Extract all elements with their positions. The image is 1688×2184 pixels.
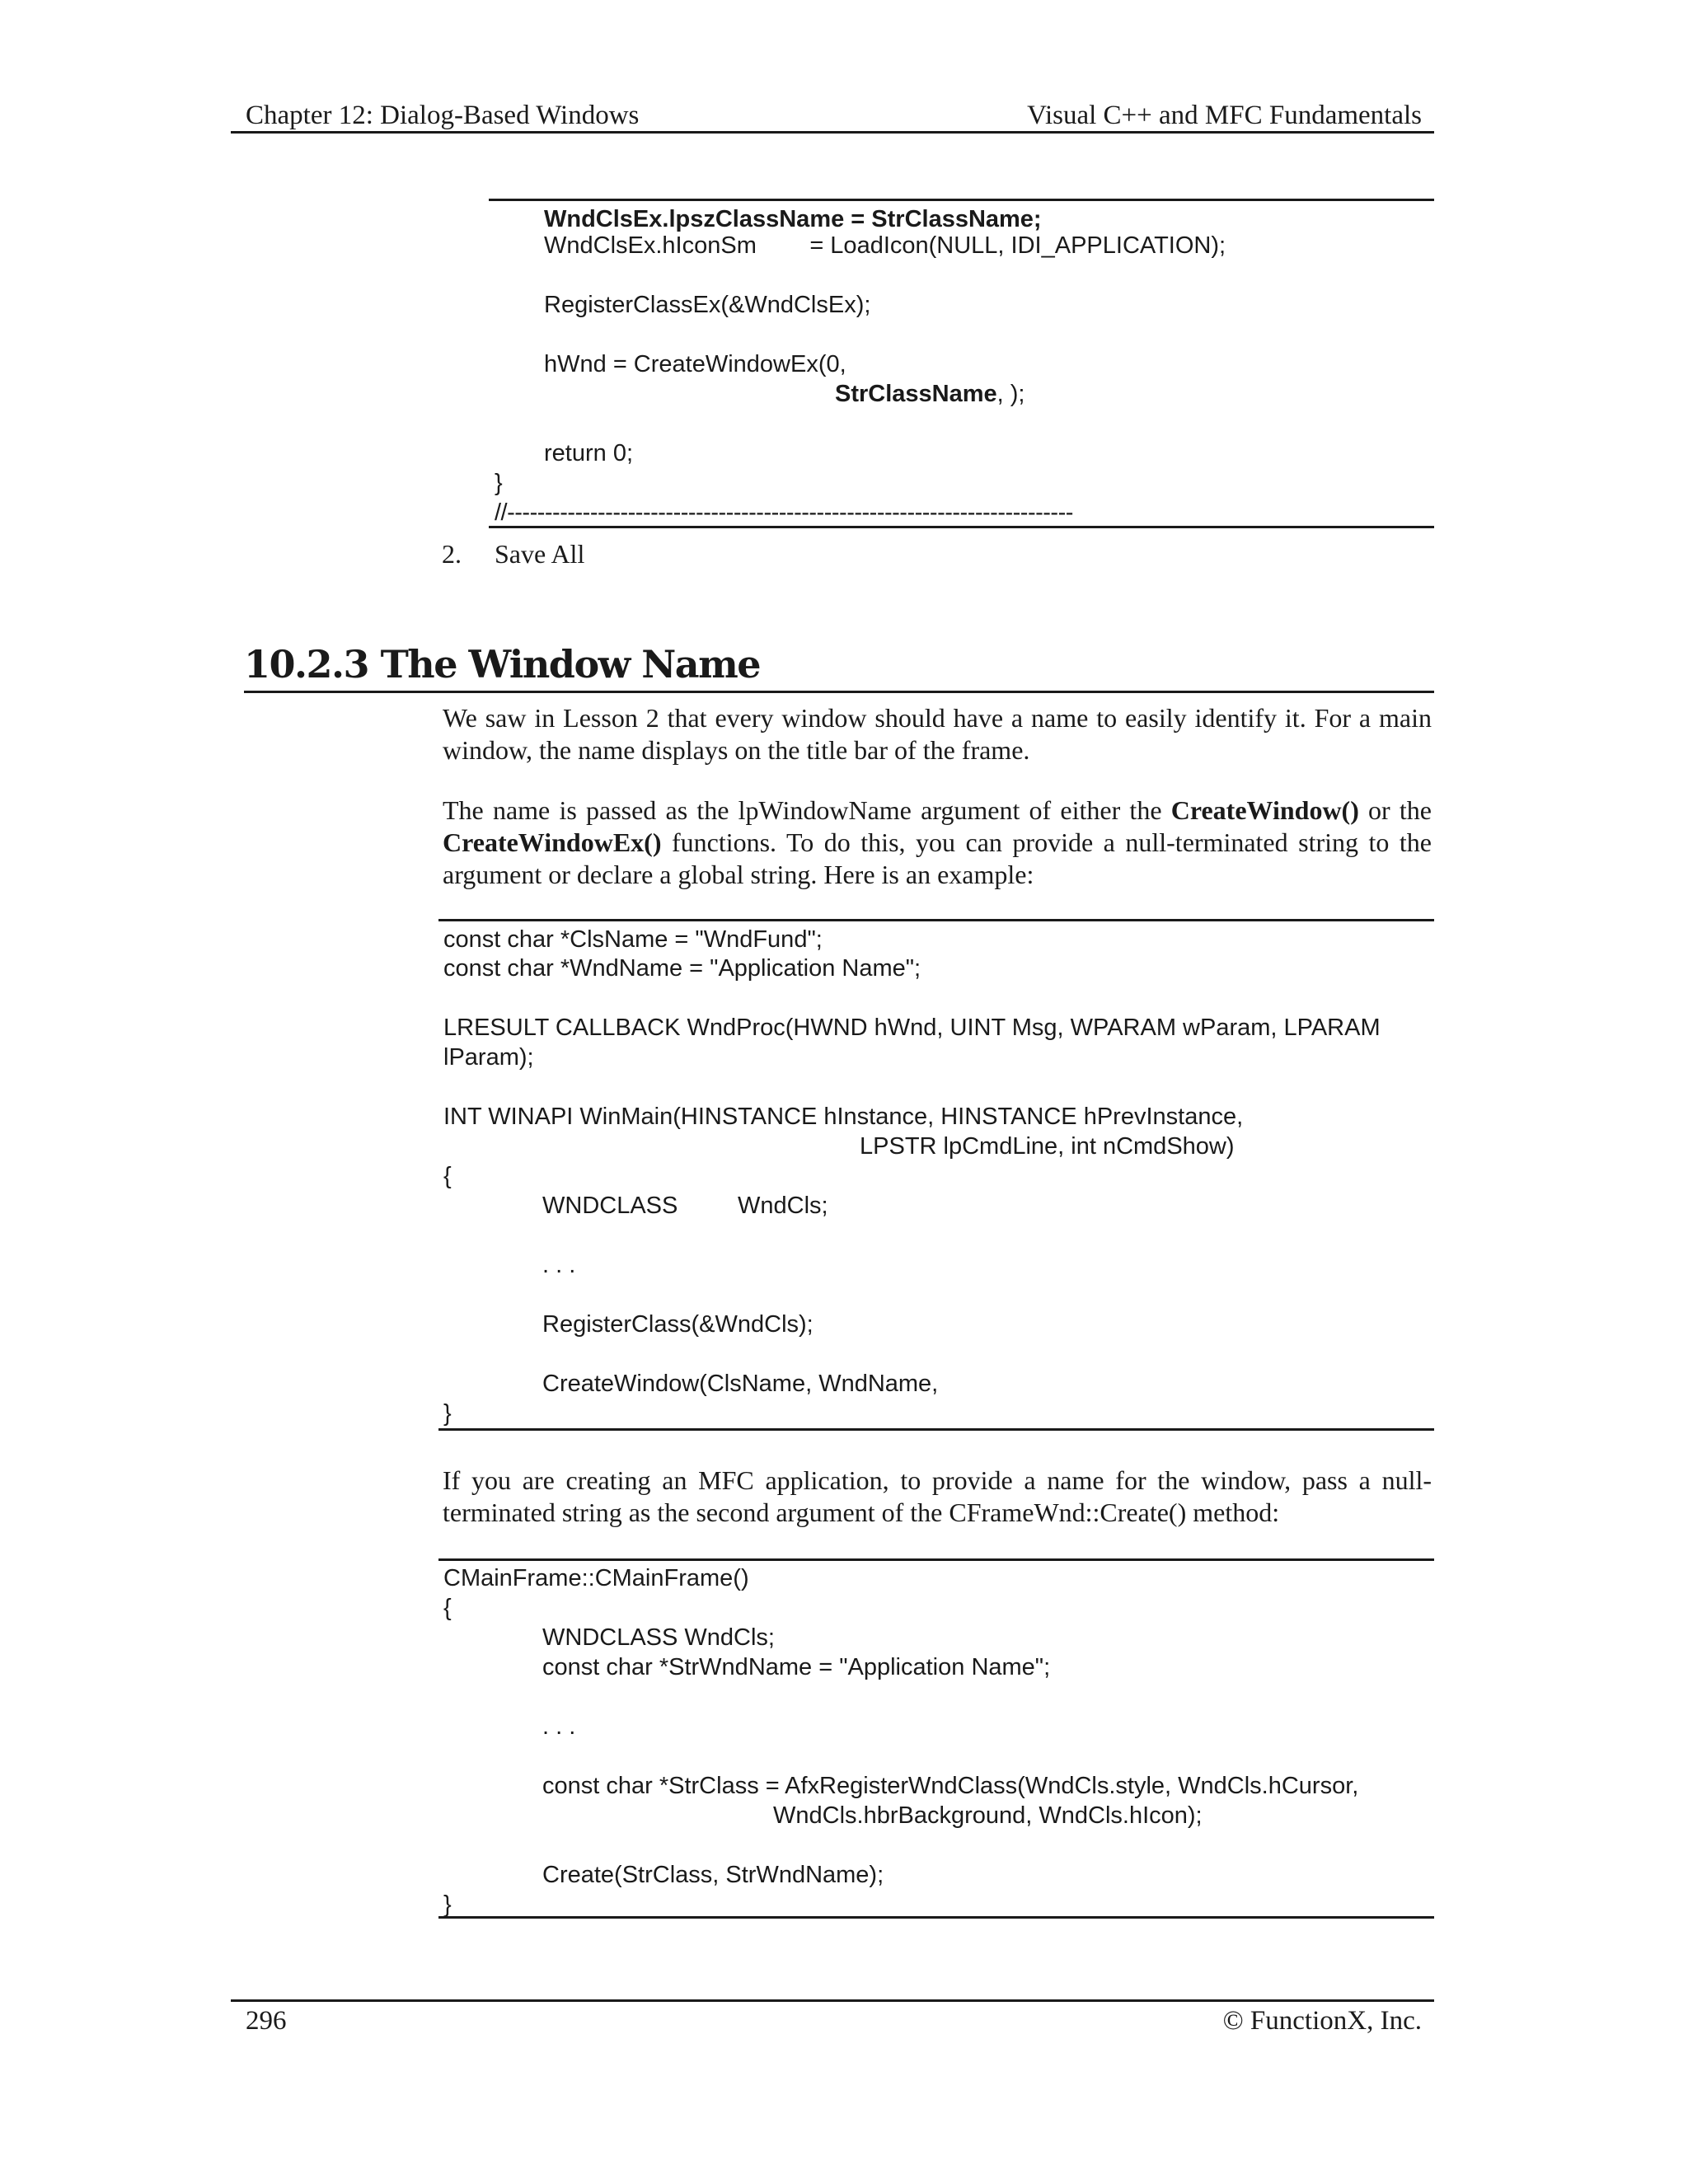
- code-line: . . .: [542, 1713, 576, 1740]
- footer-copyright: © FunctionX, Inc.: [1222, 2006, 1422, 2036]
- code-block-1: [495, 204, 1434, 530]
- code-line: RegisterClass(&WndCls);: [542, 1311, 814, 1338]
- function-name: CreateWindowEx(): [443, 827, 662, 857]
- step-text: Save All: [495, 539, 585, 569]
- running-header-right: Visual C++ and MFC Fundamentals: [1027, 101, 1422, 130]
- code-block-3-bottom-rule: [438, 1916, 1434, 1919]
- code-line: const char *StrWndName = "Application Name";: [542, 1654, 1051, 1680]
- code-line: LRESULT CALLBACK WndProc(HWND hWnd, UINT Msg, WPARAM wParam, LPARAM: [443, 1015, 1381, 1041]
- paragraph-text: We saw in Lesson 2 that every window should have a name to easily identify it. For a main window, the name displays on the title bar of the frame.: [443, 703, 1432, 765]
- function-name: CreateWindow(): [1170, 795, 1359, 825]
- paragraph-text: [443, 794, 1432, 891]
- code-line: WNDCLASS WndCls;: [542, 1624, 775, 1651]
- code-line: //---------------------------------------------------------------------------: [495, 499, 1073, 526]
- text-run: functions. To do this, you can provide a null-terminated string to the argument or declare a global string. Here is an example:: [443, 827, 1432, 889]
- code-line: }: [443, 1400, 452, 1427]
- code-block-3: [443, 1563, 1432, 1918]
- paragraph-text: If you are creating an MFC application, to provide a name for the window, pass a null-terminated string as the second argument of the CFrameWnd::Create() method:: [443, 1465, 1432, 1527]
- code-block-2: [443, 925, 1432, 1427]
- code-block-1-bottom-rule: [489, 526, 1434, 528]
- text-run: or the: [1358, 795, 1432, 825]
- code-block-3-top-rule: [438, 1558, 1434, 1561]
- code-args-tail: , );: [996, 381, 1025, 407]
- section-title: 10.2.3 The Window Name: [244, 642, 761, 687]
- header-rule: [231, 131, 1434, 134]
- code-line: }: [443, 1891, 452, 1918]
- code-block-2-top-rule: [438, 919, 1434, 921]
- code-line: lParam);: [443, 1044, 534, 1071]
- code-line: CMainFrame::CMainFrame(): [443, 1565, 749, 1591]
- page-number: 296: [246, 2006, 287, 2036]
- paragraph: [443, 702, 1432, 766]
- paragraph: [443, 1465, 1432, 1529]
- code-line: WndClsEx.hIconSm = LoadIcon(NULL, IDI_APPLICATION);: [544, 232, 1226, 259]
- code-block-2-bottom-rule: [438, 1428, 1434, 1431]
- code-line: Create(StrClass, StrWndName);: [542, 1862, 884, 1888]
- code-line: CreateWindow(ClsName, WndName,: [542, 1371, 939, 1397]
- section-rule: [244, 691, 1434, 693]
- code-line: const char *ClsName = "WndFund";: [443, 926, 823, 953]
- code-line: {: [443, 1595, 452, 1621]
- code-line: const char *StrClass = AfxRegisterWndClass(WndCls.style, WndCls.hCursor,: [542, 1773, 1359, 1799]
- code-line: WndClsEx.lpszClassName = StrClassName;: [544, 206, 1042, 232]
- code-line: return 0;: [544, 440, 633, 466]
- paragraph: [443, 794, 1432, 891]
- code-line: WNDCLASS: [542, 1193, 678, 1219]
- code-line: const char *WndName = "Application Name";: [443, 955, 921, 982]
- code-line: }: [495, 470, 503, 496]
- code-line: INT WINAPI WinMain(HINSTANCE hInstance, HINSTANCE hPrevInstance,: [443, 1104, 1244, 1130]
- running-header-left: Chapter 12: Dialog-Based Windows: [246, 101, 640, 130]
- code-line: [835, 379, 1025, 409]
- code-line: . . .: [542, 1252, 576, 1278]
- footer-rule: [231, 1999, 1434, 2002]
- code-line: WndCls.hbrBackground, WndCls.hIcon);: [773, 1802, 1203, 1829]
- code-class-name: StrClassName: [835, 381, 997, 407]
- code-block-1-top-rule: [489, 199, 1434, 201]
- code-line: RegisterClassEx(&WndClsEx);: [544, 292, 871, 318]
- step-number: 2.: [442, 539, 462, 569]
- code-line: LPSTR lpCmdLine, int nCmdShow): [860, 1133, 1235, 1160]
- code-line: hWnd = CreateWindowEx(0,: [544, 351, 846, 377]
- code-line: WndCls;: [738, 1193, 828, 1219]
- code-line: {: [443, 1163, 452, 1189]
- text-run: The name is passed as the lpWindowName argument of either the: [443, 795, 1171, 825]
